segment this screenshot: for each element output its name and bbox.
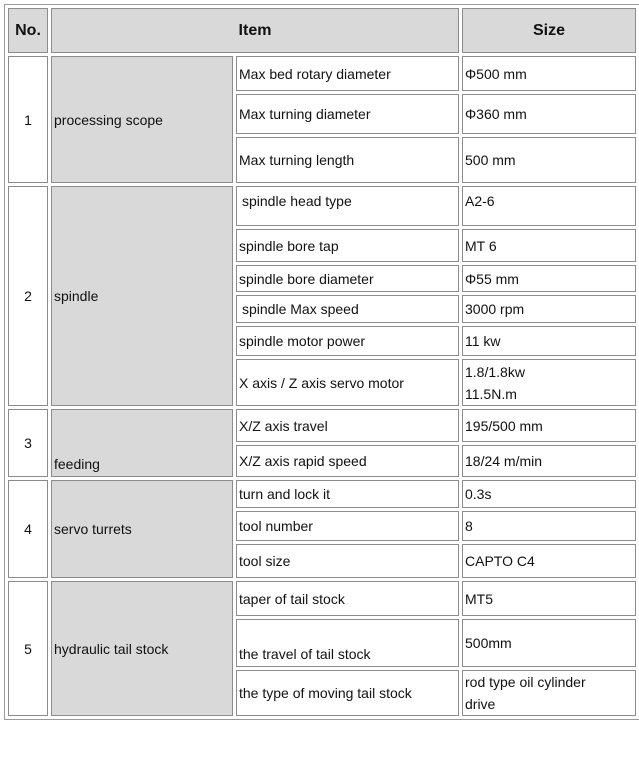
size-cell: 18/24 m/min [462, 445, 636, 477]
table-row [8, 409, 636, 442]
size-cell: A2-6 [462, 186, 636, 226]
size-cell [462, 359, 636, 406]
size-cell: CAPTO C4 [462, 544, 636, 578]
size-cell: 3000 rpm [462, 295, 636, 323]
group-number: 1 [8, 56, 48, 183]
item-cell: tool size [236, 544, 459, 578]
size-cell: MT 6 [462, 229, 636, 262]
table-row [8, 480, 636, 508]
header-no: No. [8, 8, 48, 53]
item-cell: X axis / Z axis servo motor [236, 359, 459, 406]
item-cell: X/Z axis rapid speed [236, 445, 459, 477]
group-name: processing scope [51, 56, 233, 183]
item-cell: the type of moving tail stock [236, 670, 459, 716]
size-line: drive [465, 696, 496, 712]
group-number: 3 [8, 409, 48, 477]
item-cell: spindle Max speed [236, 295, 459, 323]
table-row [8, 186, 636, 226]
size-cell: 8 [462, 511, 636, 541]
size-cell: 195/500 mm [462, 409, 636, 442]
table-row [8, 581, 636, 616]
size-cell: Φ55 mm [462, 265, 636, 292]
item-cell: taper of tail stock [236, 581, 459, 616]
size-line: 1.8/1.8kw [465, 363, 525, 380]
header-item: Item [51, 8, 459, 53]
item-cell: Max turning length [236, 137, 459, 183]
item-cell: Max bed rotary diameter [236, 56, 459, 91]
size-cell: MT5 [462, 581, 636, 616]
size-cell: Φ500 mm [462, 56, 636, 91]
item-cell: spindle motor power [236, 326, 459, 356]
header-row [8, 8, 636, 53]
size-cell [462, 670, 636, 716]
size-cell: Φ360 mm [462, 94, 636, 134]
item-cell: spindle bore tap [236, 229, 459, 262]
item-cell: tool number [236, 511, 459, 541]
size-line: rod type oil cylinder [465, 674, 586, 690]
table-row [8, 56, 636, 91]
group-number: 4 [8, 480, 48, 578]
size-cell: 0.3s [462, 480, 636, 508]
item-cell: the travel of tail stock [236, 619, 459, 667]
item-cell: X/Z axis travel [236, 409, 459, 442]
group-name: feeding [51, 409, 233, 477]
group-name: servo turrets [51, 480, 233, 578]
size-cell: 11 kw [462, 326, 636, 356]
item-cell: Max turning diameter [236, 94, 459, 134]
item-cell: turn and lock it [236, 480, 459, 508]
size-line: 11.5N.m [465, 385, 517, 402]
size-cell: 500 mm [462, 137, 636, 183]
group-number: 5 [8, 581, 48, 716]
size-cell: 500mm [462, 619, 636, 667]
group-number: 2 [8, 186, 48, 406]
specification-table [4, 4, 639, 720]
group-name: hydraulic tail stock [51, 581, 233, 716]
group-name: spindle [51, 186, 233, 406]
item-cell: spindle bore diameter [236, 265, 459, 292]
item-cell: spindle head type [236, 186, 459, 226]
header-size: Size [462, 8, 636, 53]
